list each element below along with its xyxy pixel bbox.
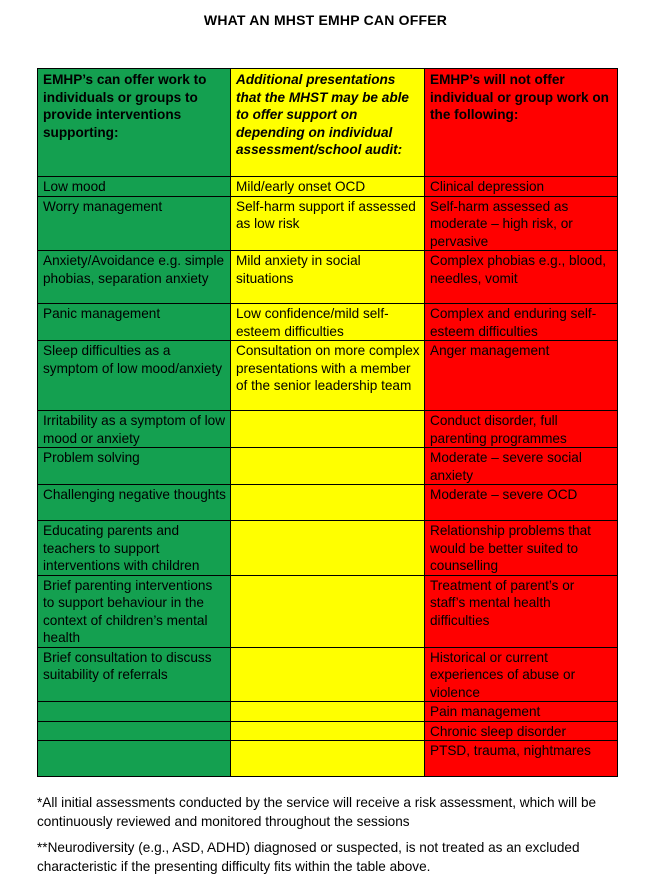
table-row [38,721,618,741]
cell-additional: Mild anxiety in social situations [231,251,425,304]
cell-additional [231,448,425,485]
cell-will-not-offer: Moderate – severe social anxiety [425,448,618,485]
cell-can-offer: Worry management [38,196,231,251]
cell-can-offer: Problem solving [38,448,231,485]
neurodiversity-note: **Neurodiversity (e.g., ASD, ADHD) diagnosed or suspected, is not treated as an excluded characteristic if the presenting difficulty fits within the table above. [37,840,580,874]
cell-can-offer [38,721,231,741]
cell-can-offer: Anxiety/Avoidance e.g. simple phobias, separation anxiety [38,251,231,304]
table-row [38,448,618,485]
table-row [38,196,618,251]
offer-table [37,68,618,777]
cell-will-not-offer: Relationship problems that would be better suited to counselling [425,521,618,576]
cell-will-not-offer: Clinical depression [425,177,618,197]
header-can-offer: EMHP’s can offer work to individuals or groups to provide interventions supporting: [38,69,231,177]
cell-can-offer: Low mood [38,177,231,197]
table-row [38,251,618,304]
table-row [38,304,618,341]
cell-can-offer: Challenging negative thoughts [38,485,231,521]
table-row [38,647,618,702]
page-title: WHAT AN MHST EMHP CAN OFFER [203,12,448,28]
cell-additional [231,411,425,448]
risk-assessment-note: *All initial assessments conducted by the service will receive a risk assessment, which will be continuously reviewed and monitored throughout the sessions [37,795,597,829]
cell-can-offer [38,741,231,777]
cell-additional [231,702,425,722]
cell-additional: Consultation on more complex presentations with a member of the senior leadership team [231,341,425,411]
cell-additional [231,575,425,647]
cell-additional: Low confidence/mild self-esteem difficulties [231,304,425,341]
table-row [38,411,618,448]
cell-will-not-offer: Chronic sleep disorder [425,721,618,741]
cell-will-not-offer: Complex and enduring self-esteem difficulties [425,304,618,341]
cell-will-not-offer: Historical or current experiences of abuse or violence [425,647,618,702]
cell-additional [231,741,425,777]
table-row [38,575,618,647]
cell-additional: Mild/early onset OCD [231,177,425,197]
table-row [38,177,618,197]
cell-additional [231,521,425,576]
cell-can-offer [38,702,231,722]
cell-can-offer: Educating parents and teachers to support interventions with children [38,521,231,576]
table-row [38,741,618,777]
cell-additional: Self-harm support if assessed as low risk [231,196,425,251]
cell-additional [231,721,425,741]
table-row [38,521,618,576]
cell-will-not-offer: Self-harm assessed as moderate – high risk, or pervasive [425,196,618,251]
cell-will-not-offer: Anger management [425,341,618,411]
cell-can-offer: Panic management [38,304,231,341]
table-row [38,341,618,411]
cell-can-offer: Sleep difficulties as a symptom of low mood/anxiety [38,341,231,411]
cell-additional [231,647,425,702]
cell-will-not-offer: Treatment of parent’s or staff’s mental health difficulties [425,575,618,647]
table-header-row [38,69,618,177]
cell-can-offer: Brief consultation to discuss suitability of referrals [38,647,231,702]
cell-will-not-offer: Complex phobias e.g., blood, needles, vomit [425,251,618,304]
header-additional: Additional presentations that the MHST may be able to offer support on depending on individual assessment/school audit: [231,69,425,177]
cell-will-not-offer: Moderate – severe OCD [425,485,618,521]
table-row [38,485,618,521]
cell-will-not-offer: PTSD, trauma, nightmares [425,741,618,777]
cell-can-offer: Brief parenting interventions to support behaviour in the context of children’s mental health [38,575,231,647]
header-will-not-offer: EMHP’s will not offer individual or group work on the following: [425,69,618,177]
cell-will-not-offer: Conduct disorder, full parenting programmes [425,411,618,448]
cell-additional [231,485,425,521]
table-row [38,702,618,722]
cell-will-not-offer: Pain management [425,702,618,722]
cell-can-offer: Irritability as a symptom of low mood or anxiety [38,411,231,448]
